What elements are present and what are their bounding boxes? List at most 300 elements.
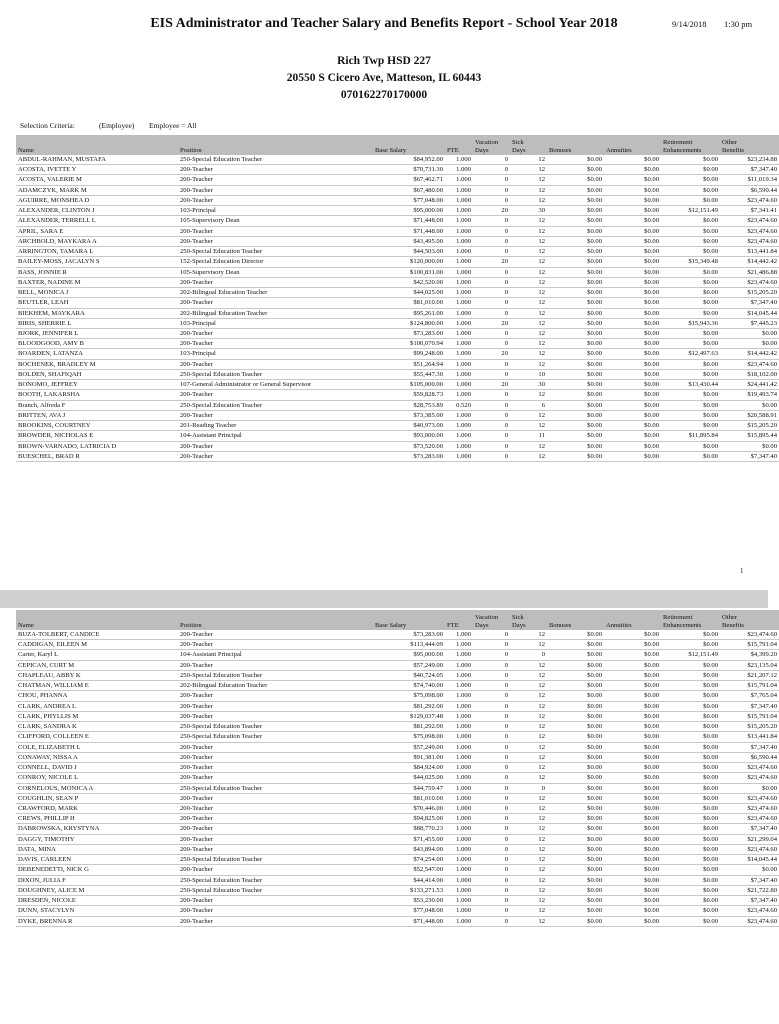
cell-retirement-enhancements: $0.00 (703, 631, 718, 638)
cell-other-benefits: $14,045.44 (747, 856, 777, 864)
cell-retirement-enhancements: $15,349.48 (688, 258, 718, 266)
cell-retirement-enhancements: $12,151.49 (688, 651, 718, 659)
cell-other-benefits: $7,347.40 (750, 702, 777, 710)
table-row (16, 793, 779, 803)
cell-annuities: $0.00 (644, 784, 659, 792)
cell-bonuses: $0.00 (587, 186, 602, 194)
cell-annuities: $0.00 (644, 442, 659, 450)
cell-annuities: $0.00 (644, 186, 659, 194)
table-row (16, 349, 779, 359)
cell-other-benefits: $23,474.60 (747, 774, 777, 782)
col-bonuses: Bonuses (547, 135, 604, 155)
cell-annuities: $0.00 (644, 278, 659, 286)
cell-other-benefits: $13,441.84 (747, 248, 777, 256)
cell-sick-days: 30 (538, 207, 545, 215)
cell-other-benefits: $19,493.74 (747, 391, 777, 399)
cell-retirement-enhancements: $0.00 (703, 248, 718, 256)
cell-position: 103-Principal (180, 207, 216, 215)
table-row (16, 308, 779, 318)
cell-annuities: $0.00 (644, 360, 659, 368)
cell-vacation-days: 20 (501, 319, 508, 327)
cell-bonuses: $0.00 (587, 815, 602, 823)
cell-name: CEPICAN, CURT M (18, 661, 75, 669)
cell-bonuses: $0.00 (587, 856, 602, 864)
cell-base-salary: $73,385.00 (413, 411, 443, 419)
cell-base-salary: $52,547.00 (413, 866, 443, 874)
cell-fte: 1.000 (456, 784, 471, 792)
cell-retirement-enhancements: $0.00 (703, 401, 718, 409)
cell-base-salary: $28,753.89 (413, 401, 443, 409)
table-header-row (16, 135, 779, 155)
cell-retirement-enhancements: $0.00 (703, 804, 718, 812)
cell-other-benefits: $23,474.60 (747, 804, 777, 812)
cell-bonuses: $0.00 (587, 217, 602, 225)
table-row (16, 277, 779, 287)
cell-position: 104-Assistant Principal (180, 432, 242, 440)
cell-sick-days: 12 (538, 411, 545, 419)
cell-vacation-days: 0 (504, 886, 508, 894)
cell-name: ARRINGTON, TAMARA L (18, 248, 94, 256)
cell-retirement-enhancements: $0.00 (703, 661, 718, 669)
cell-retirement-enhancements: $12,497.63 (688, 350, 718, 358)
cell-other-benefits: $7,445.23 (750, 319, 777, 327)
cell-retirement-enhancements: $13,430.44 (688, 381, 718, 389)
table-row (16, 247, 779, 257)
cell-sick-days: 6 (541, 401, 545, 409)
cell-retirement-enhancements: $12,151.49 (688, 207, 718, 215)
cell-fte: 1.000 (456, 166, 471, 174)
table-row (16, 834, 779, 844)
cell-name: ARCHBOLD, MAYKARA A (18, 237, 97, 245)
cell-position: 200-Teacher (180, 845, 213, 853)
col-sick-days: Sick Days (510, 135, 547, 155)
cell-fte: 1.000 (456, 186, 471, 194)
cell-name: BROWN-VARNADO, LATRICIA D (18, 442, 117, 450)
cell-other-benefits: $15,791.04 (747, 712, 777, 720)
cell-position: 202-Bilingual Education Teacher (180, 289, 268, 297)
cell-bonuses: $0.00 (587, 794, 602, 802)
cell-annuities: $0.00 (644, 774, 659, 782)
cell-base-salary: $100,070.94 (410, 340, 443, 348)
cell-fte: 1.000 (456, 411, 471, 419)
cell-position: 200-Teacher (180, 196, 213, 204)
cell-other-benefits: $15,791.04 (747, 682, 777, 690)
cell-fte: 1.000 (456, 845, 471, 853)
cell-position: 250-Special Education Teacher (180, 671, 263, 679)
cell-sick-days: 12 (538, 319, 545, 327)
cell-position: 200-Teacher (180, 692, 213, 700)
table-row (16, 640, 779, 650)
cell-retirement-enhancements: $0.00 (703, 227, 718, 235)
cell-bonuses: $0.00 (587, 774, 602, 782)
cell-other-benefits: $23,474.60 (747, 217, 777, 225)
cell-name: DOUGHNEY, ALICE M (18, 886, 85, 894)
cell-fte: 1.000 (456, 866, 471, 874)
cell-fte: 1.000 (456, 370, 471, 378)
cell-fte: 1.000 (456, 391, 471, 399)
cell-sick-days: 0 (541, 651, 545, 659)
cell-vacation-days: 0 (504, 825, 508, 833)
cell-base-salary: $105,000.00 (410, 381, 443, 389)
cell-fte: 1.000 (456, 651, 471, 659)
cell-sick-days: 12 (538, 422, 545, 430)
cell-vacation-days: 0 (504, 743, 508, 751)
cell-sick-days: 12 (538, 897, 545, 905)
cell-vacation-days: 0 (504, 156, 508, 163)
table-row (16, 155, 779, 165)
district-address: 20550 S Cicero Ave, Matteson, IL 60443 (286, 72, 482, 84)
cell-other-benefits: $15,205.20 (747, 422, 777, 430)
cell-sick-days: 12 (538, 258, 545, 266)
cell-base-salary: $81,292.00 (413, 702, 443, 710)
cell-vacation-days: 0 (504, 278, 508, 286)
cell-annuities: $0.00 (644, 661, 659, 669)
cell-other-benefits: $23,474.60 (747, 196, 777, 204)
cell-base-salary: $67,480.00 (413, 186, 443, 194)
cell-base-salary: $71,448.00 (413, 917, 443, 925)
table-row (16, 369, 779, 379)
cell-retirement-enhancements: $0.00 (703, 370, 718, 378)
cell-position: 200-Teacher (180, 391, 213, 399)
cell-vacation-days: 0 (504, 329, 508, 337)
cell-fte: 1.000 (456, 702, 471, 710)
cell-other-benefits: $0.00 (762, 340, 777, 348)
cell-name: CONNELL, DAVID J (18, 764, 77, 772)
cell-annuities: $0.00 (644, 299, 659, 307)
cell-vacation-days: 0 (504, 176, 508, 184)
cell-base-salary: $57,249.00 (413, 661, 443, 669)
cell-base-salary: $95,000.00 (413, 651, 443, 659)
cell-other-benefits: $14,442.42 (747, 258, 777, 266)
cell-name: BOOTH, LAKARSHA (18, 391, 80, 399)
table-row (16, 288, 779, 298)
cell-base-salary: $71,448.00 (413, 217, 443, 225)
cell-annuities: $0.00 (644, 401, 659, 409)
cell-name: DAVIS, CARLEEN (18, 856, 71, 864)
cell-vacation-days: 0 (504, 268, 508, 276)
cell-annuities: $0.00 (644, 631, 659, 638)
cell-base-salary: $67,462.71 (413, 176, 443, 184)
cell-other-benefits: $0.00 (762, 401, 777, 409)
cell-bonuses: $0.00 (587, 422, 602, 430)
cell-other-benefits: $0.00 (762, 442, 777, 450)
cell-fte: 1.000 (456, 907, 471, 915)
cell-name: CONAWAY, NISSA A (18, 753, 78, 761)
cell-name: CHOU, PHANNA (18, 692, 68, 700)
cell-vacation-days: 20 (501, 207, 508, 215)
cell-sick-days: 12 (538, 452, 545, 460)
cell-fte: 1.000 (456, 897, 471, 905)
cell-other-benefits: $6,590.44 (750, 753, 777, 761)
cell-vacation-days: 20 (501, 381, 508, 389)
cell-position: 202-Bilingual Education Teacher (180, 682, 268, 690)
col-fte: FTE (445, 610, 473, 630)
cell-base-salary: $75,098.00 (413, 733, 443, 741)
cell-retirement-enhancements: $0.00 (703, 452, 718, 460)
cell-retirement-enhancements: $11,895.84 (688, 432, 718, 440)
cell-vacation-days: 0 (504, 432, 508, 440)
cell-position: 200-Teacher (180, 442, 213, 450)
cell-other-benefits: $7,341.41 (750, 207, 777, 215)
cell-base-salary: $71,455.00 (413, 835, 443, 843)
cell-annuities: $0.00 (644, 641, 659, 649)
cell-annuities: $0.00 (644, 258, 659, 266)
cell-sick-days: 12 (538, 237, 545, 245)
cell-annuities: $0.00 (644, 886, 659, 894)
cell-vacation-days: 0 (504, 845, 508, 853)
table-row (16, 681, 779, 691)
cell-other-benefits: $7,765.04 (750, 692, 777, 700)
cell-other-benefits: $0.00 (762, 866, 777, 874)
cell-name: Carter, Karyl L (18, 651, 59, 659)
cell-fte: 1.000 (456, 196, 471, 204)
cell-other-benefits: $15,205.20 (747, 723, 777, 731)
cell-annuities: $0.00 (644, 227, 659, 235)
cell-name: BOARDEN, LATANZA (18, 350, 84, 358)
cell-name: BROWDER, NICHOLAS E (18, 432, 94, 440)
cell-base-salary: $95,261.00 (413, 309, 443, 317)
cell-position: 200-Teacher (180, 743, 213, 751)
cell-position: 104-Assistant Principal (180, 651, 242, 659)
cell-vacation-days: 0 (504, 452, 508, 460)
table-row (16, 670, 779, 680)
cell-other-benefits: $23,474.60 (747, 764, 777, 772)
cell-vacation-days: 0 (504, 702, 508, 710)
cell-retirement-enhancements: $0.00 (703, 442, 718, 450)
cell-other-benefits: $15,205.20 (747, 289, 777, 297)
cell-name: ABDUL-RAHMAN, MUSTAFA (18, 156, 107, 163)
cell-retirement-enhancements: $0.00 (703, 886, 718, 894)
cell-retirement-enhancements: $0.00 (703, 815, 718, 823)
cell-position: 200-Teacher (180, 329, 213, 337)
cell-vacation-days: 0 (504, 712, 508, 720)
table-row (16, 267, 779, 277)
cell-bonuses: $0.00 (587, 733, 602, 741)
cell-fte: 1.000 (456, 156, 471, 163)
cell-other-benefits: $23,135.04 (747, 661, 777, 669)
cell-sick-days: 12 (538, 631, 545, 638)
cell-other-benefits: $7,347.40 (750, 897, 777, 905)
cell-annuities: $0.00 (644, 733, 659, 741)
cell-annuities: $0.00 (644, 702, 659, 710)
cell-vacation-days: 0 (504, 784, 508, 792)
cell-position: 200-Teacher (180, 166, 213, 174)
cell-position: 200-Teacher (180, 641, 213, 649)
cell-sick-days: 12 (538, 856, 545, 864)
cell-name: DABROWSKA, KRYSTYNA (18, 825, 100, 833)
table-header-row (16, 610, 779, 630)
cell-annuities: $0.00 (644, 835, 659, 843)
cell-position: 201-Reading Teacher (180, 422, 237, 430)
cell-other-benefits: $7,347.40 (750, 876, 777, 884)
cell-bonuses: $0.00 (587, 350, 602, 358)
cell-other-benefits: $23,474.60 (747, 794, 777, 802)
cell-other-benefits: $23,474.60 (747, 360, 777, 368)
cell-position: 250-Special Education Teacher (180, 156, 263, 163)
cell-bonuses: $0.00 (587, 692, 602, 700)
cell-fte: 1.000 (456, 432, 471, 440)
table-row (16, 773, 779, 783)
cell-vacation-days: 0 (504, 815, 508, 823)
table-row (16, 906, 779, 916)
cell-retirement-enhancements: $0.00 (703, 360, 718, 368)
cell-fte: 1.000 (456, 309, 471, 317)
cell-retirement-enhancements: $0.00 (703, 411, 718, 419)
cell-position: 103-Principal (180, 319, 216, 327)
cell-bonuses: $0.00 (587, 360, 602, 368)
cell-bonuses: $0.00 (587, 289, 602, 297)
cell-other-benefits: $7,347.40 (750, 299, 777, 307)
col-position: Position (178, 135, 373, 155)
cell-position: 200-Teacher (180, 815, 213, 823)
cell-name: DYKE, BRENNA R (18, 917, 73, 925)
cell-position: 250-Special Education Teacher (180, 886, 263, 894)
cell-sick-days: 12 (538, 845, 545, 853)
cell-annuities: $0.00 (644, 207, 659, 215)
cell-other-benefits: $7,347.40 (750, 166, 777, 174)
cell-name: COLE, ELIZABETH L (18, 743, 81, 751)
cell-vacation-days: 0 (504, 835, 508, 843)
col-retirement-enhancements: Retirement Enhancements (661, 135, 720, 155)
cell-fte: 1.000 (456, 319, 471, 327)
table-row (16, 752, 779, 762)
cell-bonuses: $0.00 (587, 661, 602, 669)
selection-criteria-label: Selection Criteria: (20, 121, 75, 130)
cell-fte: 1.000 (456, 774, 471, 782)
cell-vacation-days: 0 (504, 289, 508, 297)
cell-fte: 1.000 (456, 764, 471, 772)
cell-base-salary: $81,010.00 (413, 299, 443, 307)
cell-base-salary: $44,503.00 (413, 248, 443, 256)
cell-bonuses: $0.00 (587, 886, 602, 894)
cell-vacation-days: 0 (504, 299, 508, 307)
cell-fte: 1.000 (456, 825, 471, 833)
cell-retirement-enhancements: $0.00 (703, 196, 718, 204)
report-title: EIS Administrator and Teacher Salary and Benefits Report - School Year 2018 (150, 16, 618, 31)
cell-position: 200-Teacher (180, 452, 213, 460)
cell-position: 200-Teacher (180, 764, 213, 772)
table-row (16, 896, 779, 906)
cell-position: 200-Teacher (180, 176, 213, 184)
cell-base-salary: $77,048.00 (413, 907, 443, 915)
cell-sick-days: 12 (538, 186, 545, 194)
table-row (16, 431, 779, 441)
cell-retirement-enhancements: $0.00 (703, 186, 718, 194)
table-row (16, 742, 779, 752)
cell-position: 200-Teacher (180, 278, 213, 286)
cell-base-salary: $73,283.00 (413, 329, 443, 337)
cell-retirement-enhancements: $0.00 (703, 289, 718, 297)
table-row (16, 257, 779, 267)
cell-annuities: $0.00 (644, 217, 659, 225)
cell-retirement-enhancements: $0.00 (703, 278, 718, 286)
col-retirement-enhancements: Retirement Enhancements (661, 610, 720, 630)
cell-sick-days: 12 (538, 391, 545, 399)
cell-base-salary: $42,520.00 (413, 278, 443, 286)
cell-position: 200-Teacher (180, 897, 213, 905)
col-name: Name (16, 135, 178, 155)
cell-bonuses: $0.00 (587, 401, 602, 409)
cell-fte: 1.000 (456, 876, 471, 884)
cell-other-benefits: $23,474.60 (747, 227, 777, 235)
cell-base-salary: $133,271.53 (410, 886, 443, 894)
cell-base-salary: $91,381.00 (413, 753, 443, 761)
cell-bonuses: $0.00 (587, 248, 602, 256)
cell-base-salary: $74,254.00 (413, 856, 443, 864)
table-row (16, 701, 779, 711)
cell-sick-days: 12 (538, 176, 545, 184)
cell-annuities: $0.00 (644, 815, 659, 823)
cell-name: Branch, Alfreda F (18, 401, 66, 409)
cell-sick-days: 12 (538, 329, 545, 337)
cell-position: 202-Bilingual Education Teacher (180, 309, 268, 317)
table-row (16, 875, 779, 885)
cell-annuities: $0.00 (644, 422, 659, 430)
table-row (16, 763, 779, 773)
cell-bonuses: $0.00 (587, 631, 602, 638)
cell-annuities: $0.00 (644, 876, 659, 884)
table-row (16, 650, 779, 660)
cell-base-salary: $124,800.00 (410, 319, 443, 327)
cell-bonuses: $0.00 (587, 370, 602, 378)
cell-retirement-enhancements: $0.00 (703, 237, 718, 245)
cell-retirement-enhancements: $0.00 (703, 682, 718, 690)
cell-name: DIXON, JULIA F (18, 876, 66, 884)
cell-name: CLARK, SANDRA K (18, 723, 77, 731)
cell-retirement-enhancements: $0.00 (703, 856, 718, 864)
cell-bonuses: $0.00 (587, 764, 602, 772)
cell-fte: 1.000 (456, 723, 471, 731)
cell-sick-days: 12 (538, 671, 545, 679)
cell-name: COUGHLIN, SEAN P (18, 794, 79, 802)
cell-base-salary: $77,048.00 (413, 196, 443, 204)
cell-retirement-enhancements: $0.00 (703, 692, 718, 700)
cell-bonuses: $0.00 (587, 258, 602, 266)
col-base-salary: Base Salary (373, 610, 445, 630)
cell-annuities: $0.00 (644, 411, 659, 419)
cell-fte: 1.000 (456, 340, 471, 348)
cell-base-salary: $71,448.00 (413, 227, 443, 235)
cell-base-salary: $57,249.00 (413, 743, 443, 751)
cell-base-salary: $100,831.00 (410, 268, 443, 276)
cell-base-salary: $93,000.00 (413, 432, 443, 440)
cell-fte: 1.000 (456, 360, 471, 368)
cell-bonuses: $0.00 (587, 743, 602, 751)
cell-bonuses: $0.00 (587, 753, 602, 761)
cell-retirement-enhancements: $0.00 (703, 702, 718, 710)
cell-other-benefits: $11,019.34 (747, 176, 777, 184)
cell-other-benefits: $23,474.60 (747, 845, 777, 853)
cell-other-benefits: $0.00 (762, 329, 777, 337)
cell-retirement-enhancements: $0.00 (703, 845, 718, 853)
cell-retirement-enhancements: $0.00 (703, 835, 718, 843)
cell-retirement-enhancements: $0.00 (703, 299, 718, 307)
cell-retirement-enhancements: $0.00 (703, 876, 718, 884)
table-row (16, 226, 779, 236)
cell-annuities: $0.00 (644, 743, 659, 751)
cell-position: 200-Teacher (180, 866, 213, 874)
cell-annuities: $0.00 (644, 671, 659, 679)
cell-vacation-days: 0 (504, 866, 508, 874)
cell-position: 200-Teacher (180, 631, 213, 638)
cell-retirement-enhancements: $0.00 (703, 641, 718, 649)
cell-sick-days: 0 (541, 784, 545, 792)
cell-position: 200-Teacher (180, 186, 213, 194)
page-number: 1 (740, 567, 744, 575)
table-row (16, 236, 779, 246)
table-row (16, 298, 779, 308)
cell-name: CADDIGAN, EILEEN M (18, 641, 88, 649)
